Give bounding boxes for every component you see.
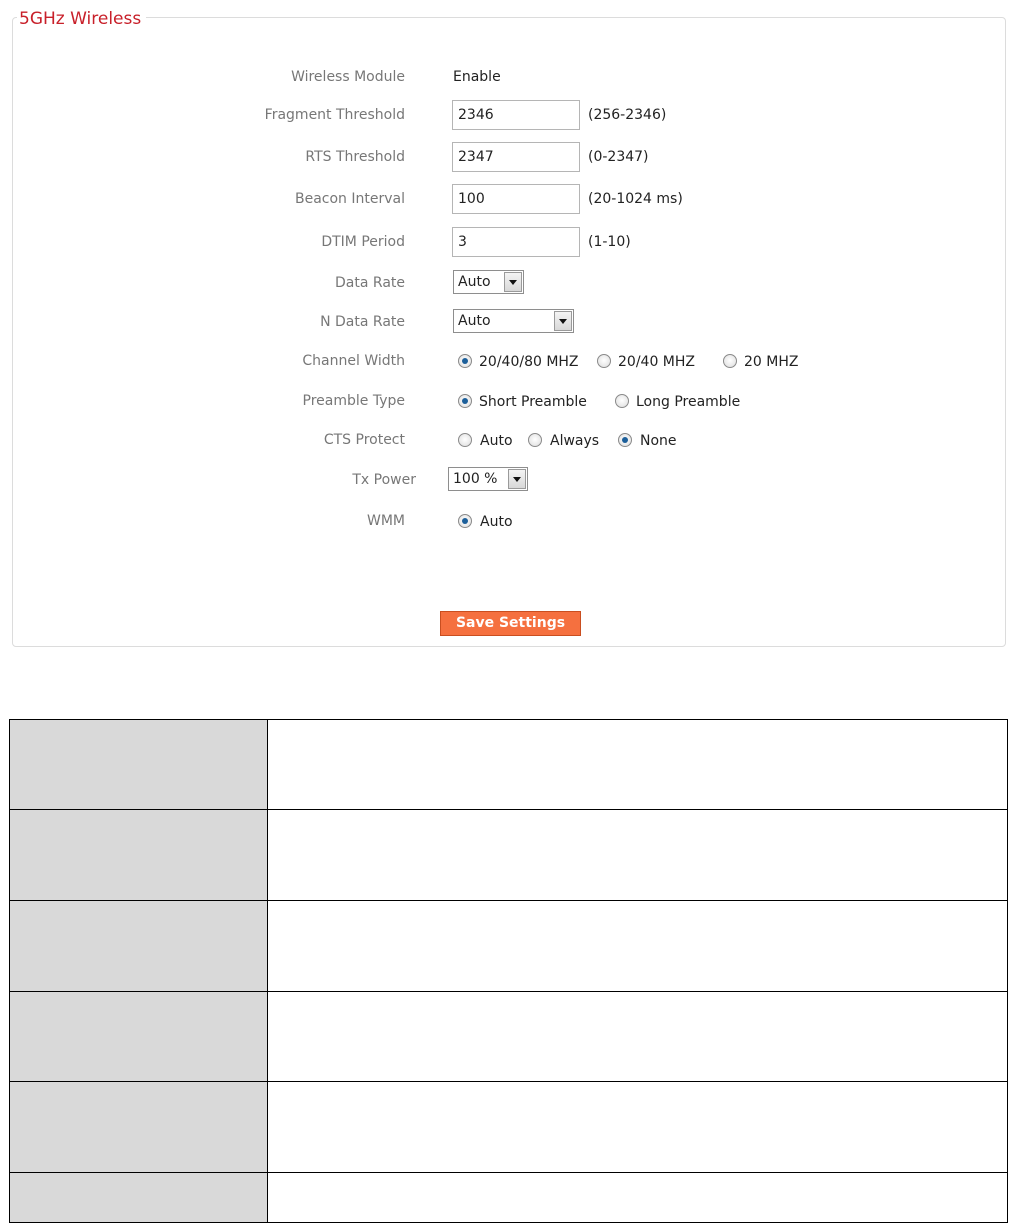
channel-width-radio-80[interactable] (458, 354, 472, 368)
table-row (10, 720, 1008, 810)
beacon-interval-label: Beacon Interval (295, 191, 405, 207)
preamble-long-radio[interactable] (615, 394, 629, 408)
dtim-period-input[interactable]: 3 (452, 227, 580, 257)
chevron-down-icon[interactable] (504, 272, 522, 292)
table-value-cell (268, 992, 1008, 1082)
table-value-cell (268, 720, 1008, 810)
fragment-threshold-input[interactable]: 2346 (452, 100, 580, 130)
table-row (10, 1082, 1008, 1173)
description-table (9, 719, 1008, 1223)
channel-width-radio-40[interactable] (597, 354, 611, 368)
cts-protect-row (0, 425, 1021, 455)
table-row (10, 992, 1008, 1082)
n-data-rate-select[interactable] (453, 309, 574, 333)
data-rate-row (0, 268, 1021, 298)
dtim-period-label: DTIM Period (321, 234, 405, 250)
preamble-short-radio[interactable] (458, 394, 472, 408)
beacon-interval-input[interactable]: 100 (452, 184, 580, 214)
n-data-rate-label: N Data Rate (320, 314, 405, 330)
table-value-cell (268, 901, 1008, 992)
table-value-cell (268, 810, 1008, 901)
tx-power-row (0, 465, 1021, 495)
fragment-threshold-range: (256-2346) (588, 107, 667, 123)
table-row (10, 901, 1008, 992)
data-rate-label: Data Rate (335, 275, 405, 291)
cts-none-option: None (640, 433, 677, 449)
beacon-interval-range: (20-1024 ms) (588, 191, 683, 207)
table-value-cell (268, 1173, 1008, 1223)
wmm-row (0, 506, 1021, 536)
tx-power-label: Tx Power (352, 472, 416, 488)
table-key-cell (10, 901, 268, 992)
wmm-auto-radio[interactable] (458, 514, 472, 528)
table-row (10, 810, 1008, 901)
table-key-cell (10, 810, 268, 901)
cts-none-radio[interactable] (618, 433, 632, 447)
chevron-down-icon[interactable] (554, 311, 572, 331)
dtim-period-range: (1-10) (588, 234, 631, 250)
wmm-label: WMM (366, 513, 405, 529)
cts-always-option: Always (550, 433, 600, 449)
channel-width-row (0, 346, 1021, 376)
fragment-threshold-row (0, 100, 1021, 130)
wireless-module-label: Wireless Module (291, 69, 405, 85)
rts-threshold-input[interactable]: 2347 (452, 142, 580, 172)
table-key-cell (10, 1173, 268, 1223)
wireless-module-row (0, 62, 1021, 92)
wireless-module-value: Enable (453, 69, 501, 85)
preamble-short-option: Short Preamble (479, 394, 587, 410)
cts-protect-label: CTS Protect (323, 432, 405, 448)
table-row (10, 1173, 1008, 1223)
fragment-threshold-label: Fragment Threshold (264, 107, 405, 123)
preamble-type-label: Preamble Type (302, 393, 405, 409)
wmm-auto-option: Auto (480, 514, 513, 530)
n-data-rate-selected: Auto (458, 313, 491, 329)
n-data-rate-row (0, 307, 1021, 337)
cts-auto-radio[interactable] (458, 433, 472, 447)
table-key-cell (10, 720, 268, 810)
tx-power-select[interactable] (448, 467, 528, 491)
preamble-long-option: Long Preamble (636, 394, 741, 410)
table-key-cell (10, 992, 268, 1082)
channel-width-label: Channel Width (302, 353, 405, 369)
data-rate-select[interactable] (453, 270, 524, 294)
rts-threshold-row (0, 142, 1021, 172)
cts-auto-option: Auto (480, 433, 513, 449)
tx-power-selected: 100 % (453, 471, 498, 487)
preamble-type-row (0, 386, 1021, 416)
cts-always-radio[interactable] (528, 433, 542, 447)
channel-width-radio-20[interactable] (723, 354, 737, 368)
channel-width-option-20: 20 MHZ (744, 354, 799, 370)
rts-threshold-label: RTS Threshold (305, 149, 405, 165)
data-rate-selected: Auto (458, 274, 491, 290)
chevron-down-icon[interactable] (508, 469, 526, 489)
beacon-interval-row (0, 184, 1021, 214)
channel-width-option-40: 20/40 MHZ (618, 354, 695, 370)
table-value-cell (268, 1082, 1008, 1173)
section-title: 5GHz Wireless (17, 8, 146, 30)
rts-threshold-range: (0-2347) (588, 149, 649, 165)
table-key-cell (10, 1082, 268, 1173)
save-settings-button[interactable]: Save Settings (440, 611, 581, 636)
channel-width-option-80: 20/40/80 MHZ (479, 354, 579, 370)
dtim-period-row (0, 227, 1021, 257)
